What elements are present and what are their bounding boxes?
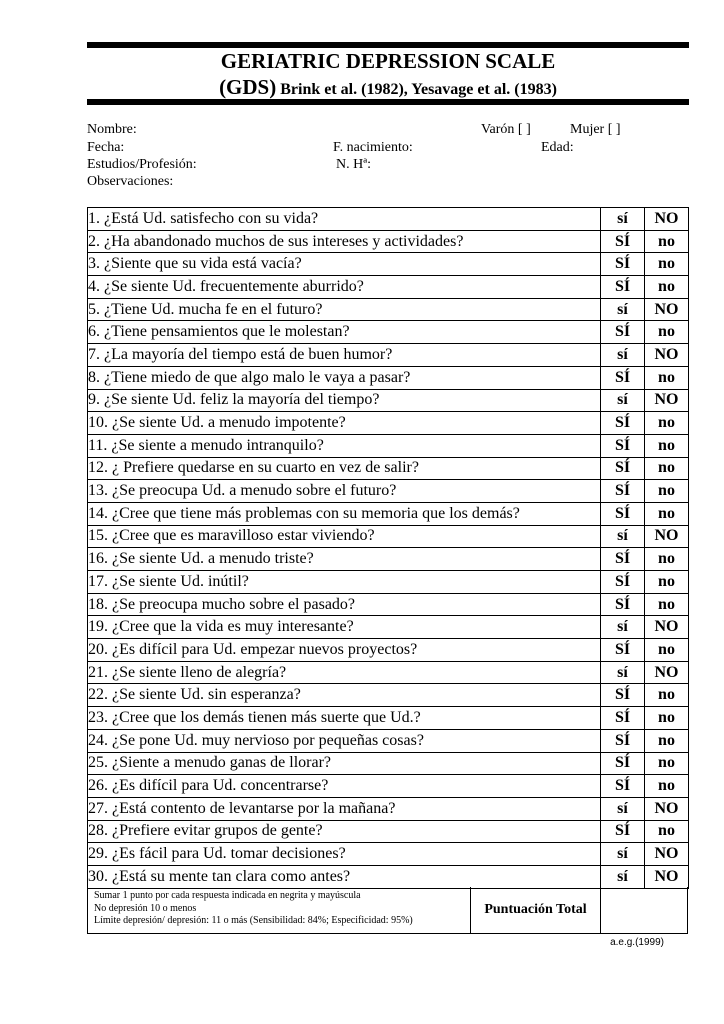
- question-text: 26. ¿Es difícil para Ud. concentrarse?: [88, 775, 601, 798]
- answer-yes[interactable]: sí: [601, 525, 645, 548]
- question-row: [88, 752, 689, 775]
- question-text: 27. ¿Está contento de levantarse por la mañana?: [88, 797, 601, 820]
- field-estudios: Estudios/Profesión:: [87, 157, 197, 172]
- question-row: [88, 797, 689, 820]
- answer-yes[interactable]: sí: [601, 661, 645, 684]
- answer-no[interactable]: no: [645, 412, 689, 435]
- question-text: 23. ¿Cree que los demás tienen más suerte que Ud.?: [88, 707, 601, 730]
- question-row: [88, 865, 689, 888]
- answer-yes[interactable]: SÍ: [601, 502, 645, 525]
- question-text: 20. ¿Es difícil para Ud. empezar nuevos proyectos?: [88, 639, 601, 662]
- answer-no[interactable]: no: [645, 684, 689, 707]
- answer-no[interactable]: NO: [645, 661, 689, 684]
- answer-no[interactable]: no: [645, 639, 689, 662]
- question-text: 17. ¿Se siente Ud. inútil?: [88, 571, 601, 594]
- question-text: 3. ¿Siente que su vida está vacía?: [88, 253, 601, 276]
- question-row: [88, 389, 689, 412]
- field-mujer[interactable]: Mujer [ ]: [570, 122, 621, 137]
- page-title: GERIATRIC DEPRESSION SCALE: [220, 49, 556, 73]
- question-text: 24. ¿Se pone Ud. muy nervioso por pequeñas cosas?: [88, 729, 601, 752]
- question-row: [88, 639, 689, 662]
- answer-yes[interactable]: SÍ: [601, 457, 645, 480]
- page-subtitle: [87, 75, 689, 102]
- scoring-note: Sumar 1 punto por cada respuesta indicada en negrita y mayúscula: [94, 890, 361, 901]
- total-score-label: Puntuación Total: [484, 902, 587, 917]
- answer-yes[interactable]: SÍ: [601, 412, 645, 435]
- answer-no[interactable]: NO: [645, 616, 689, 639]
- answer-no[interactable]: no: [645, 707, 689, 730]
- answer-no[interactable]: NO: [645, 344, 689, 367]
- answer-yes[interactable]: SÍ: [601, 820, 645, 843]
- answer-yes[interactable]: SÍ: [601, 480, 645, 503]
- question-row: [88, 344, 689, 367]
- question-row: [88, 707, 689, 730]
- question-text: 4. ¿Se siente Ud. frecuentemente aburrido?: [88, 276, 601, 299]
- answer-yes[interactable]: SÍ: [601, 639, 645, 662]
- question-text: 10. ¿Se siente Ud. a menudo impotente?: [88, 412, 601, 435]
- answer-no[interactable]: NO: [645, 298, 689, 321]
- question-text: 5. ¿Tiene Ud. mucha fe en el futuro?: [88, 298, 601, 321]
- question-row: [88, 684, 689, 707]
- credit-text: a.e.g.(1999): [610, 937, 664, 948]
- answer-yes[interactable]: SÍ: [601, 366, 645, 389]
- answer-yes[interactable]: SÍ: [601, 434, 645, 457]
- question-text: 15. ¿Cree que es maravilloso estar viviendo?: [88, 525, 601, 548]
- answer-yes[interactable]: SÍ: [601, 752, 645, 775]
- answer-yes[interactable]: sí: [601, 616, 645, 639]
- answer-no[interactable]: NO: [645, 843, 689, 866]
- field-varon[interactable]: Varón [ ]: [481, 122, 531, 137]
- answer-no[interactable]: no: [645, 502, 689, 525]
- question-text: 16. ¿Se siente Ud. a menudo triste?: [88, 548, 601, 571]
- answer-no[interactable]: NO: [645, 797, 689, 820]
- bottom-rule: [87, 99, 689, 105]
- question-row: [88, 571, 689, 594]
- answer-no[interactable]: no: [645, 775, 689, 798]
- question-text: 14. ¿Cree que tiene más problemas con su memoria que los demás?: [88, 502, 601, 525]
- question-row: [88, 208, 689, 231]
- question-text: 30. ¿Está su mente tan clara como antes?: [88, 865, 601, 888]
- answer-no[interactable]: no: [645, 321, 689, 344]
- question-text: 9. ¿Se siente Ud. feliz la mayoría del tiempo?: [88, 389, 601, 412]
- answer-no[interactable]: no: [645, 752, 689, 775]
- answer-yes[interactable]: sí: [601, 865, 645, 888]
- field-n-historia: N. Hª:: [336, 157, 371, 172]
- question-row: [88, 480, 689, 503]
- question-text: 18. ¿Se preocupa mucho sobre el pasado?: [88, 593, 601, 616]
- question-row: [88, 843, 689, 866]
- question-row: [88, 321, 689, 344]
- subtitle-citation: Brink et al. (1982), Yesavage et al. (1983): [280, 81, 557, 98]
- field-f-nacimiento: F. nacimiento:: [333, 140, 413, 155]
- question-row: [88, 729, 689, 752]
- answer-no[interactable]: no: [645, 480, 689, 503]
- answer-yes[interactable]: SÍ: [601, 729, 645, 752]
- question-row: [88, 276, 689, 299]
- answer-yes[interactable]: SÍ: [601, 775, 645, 798]
- answer-no[interactable]: NO: [645, 208, 689, 231]
- question-row: [88, 412, 689, 435]
- answer-no[interactable]: no: [645, 593, 689, 616]
- answer-no[interactable]: no: [645, 434, 689, 457]
- answer-no[interactable]: no: [645, 366, 689, 389]
- question-row: [88, 525, 689, 548]
- answer-no[interactable]: no: [645, 729, 689, 752]
- answer-yes[interactable]: sí: [601, 344, 645, 367]
- answer-yes[interactable]: SÍ: [601, 548, 645, 571]
- question-text: 13. ¿Se preocupa Ud. a menudo sobre el futuro?: [88, 480, 601, 503]
- answer-no[interactable]: no: [645, 548, 689, 571]
- question-text: 19. ¿Cree que la vida es muy interesante?: [88, 616, 601, 639]
- answer-yes[interactable]: SÍ: [601, 230, 645, 253]
- question-row: [88, 661, 689, 684]
- questions-table: [87, 207, 689, 889]
- answer-yes[interactable]: SÍ: [601, 571, 645, 594]
- question-text: 6. ¿Tiene pensamientos que le molestan?: [88, 321, 601, 344]
- answer-yes[interactable]: SÍ: [601, 593, 645, 616]
- question-text: 1. ¿Está Ud. satisfecho con su vida?: [88, 208, 601, 231]
- answer-no[interactable]: no: [645, 230, 689, 253]
- answer-yes[interactable]: SÍ: [601, 321, 645, 344]
- field-nombre: Nombre:: [87, 122, 137, 137]
- answer-no[interactable]: NO: [645, 525, 689, 548]
- score-footer: [87, 887, 688, 934]
- field-observaciones: Observaciones:: [87, 174, 174, 189]
- field-fecha: Fecha:: [87, 140, 125, 155]
- top-rule: [87, 42, 689, 48]
- question-row: [88, 820, 689, 843]
- field-edad: Edad:: [541, 140, 574, 155]
- answer-yes[interactable]: sí: [601, 298, 645, 321]
- answer-no[interactable]: no: [645, 820, 689, 843]
- question-text: 29. ¿Es fácil para Ud. tomar decisiones?: [88, 843, 601, 866]
- answer-yes[interactable]: sí: [601, 208, 645, 231]
- question-row: [88, 457, 689, 480]
- question-text: 22. ¿Se siente Ud. sin esperanza?: [88, 684, 601, 707]
- question-row: [88, 253, 689, 276]
- question-row: [88, 775, 689, 798]
- answer-no[interactable]: no: [645, 253, 689, 276]
- scoring-note: No depresión 10 o menos: [94, 902, 197, 914]
- question-row: [88, 616, 689, 639]
- question-text: 2. ¿Ha abandonado muchos de sus intereses y actividades?: [88, 230, 601, 253]
- question-row: [88, 230, 689, 253]
- total-score-field[interactable]: [602, 887, 687, 933]
- answer-yes[interactable]: SÍ: [601, 707, 645, 730]
- scoring-notes: [94, 890, 413, 928]
- answer-no[interactable]: no: [645, 276, 689, 299]
- answer-yes[interactable]: sí: [601, 389, 645, 412]
- question-text: 12. ¿ Prefiere quedarse en su cuarto en vez de salir?: [88, 457, 601, 480]
- subtitle-gds: (GDS): [219, 75, 277, 99]
- question-row: [88, 434, 689, 457]
- answer-no[interactable]: NO: [645, 865, 689, 888]
- answer-no[interactable]: no: [645, 571, 689, 594]
- answer-no[interactable]: NO: [645, 389, 689, 412]
- answer-yes[interactable]: sí: [601, 797, 645, 820]
- question-text: 11. ¿Se siente a menudo intranquilo?: [88, 434, 601, 457]
- answer-no[interactable]: no: [645, 457, 689, 480]
- answer-yes[interactable]: SÍ: [601, 684, 645, 707]
- question-text: 28. ¿Prefiere evitar grupos de gente?: [88, 820, 601, 843]
- question-row: [88, 502, 689, 525]
- question-row: [88, 548, 689, 571]
- question-text: 8. ¿Tiene miedo de que algo malo le vaya a pasar?: [88, 366, 601, 389]
- answer-yes[interactable]: sí: [601, 843, 645, 866]
- scoring-note: Límite depresión/ depresión: 11 o más (Sensibilidad: 84%; Especificidad: 95%): [94, 915, 413, 926]
- question-row: [88, 366, 689, 389]
- answer-yes[interactable]: SÍ: [601, 253, 645, 276]
- answer-yes[interactable]: SÍ: [601, 276, 645, 299]
- question-text: 25. ¿Siente a menudo ganas de llorar?: [88, 752, 601, 775]
- question-text: 21. ¿Se siente lleno de alegría?: [88, 661, 601, 684]
- question-row: [88, 298, 689, 321]
- question-text: 7. ¿La mayoría del tiempo está de buen humor?: [88, 344, 601, 367]
- question-row: [88, 593, 689, 616]
